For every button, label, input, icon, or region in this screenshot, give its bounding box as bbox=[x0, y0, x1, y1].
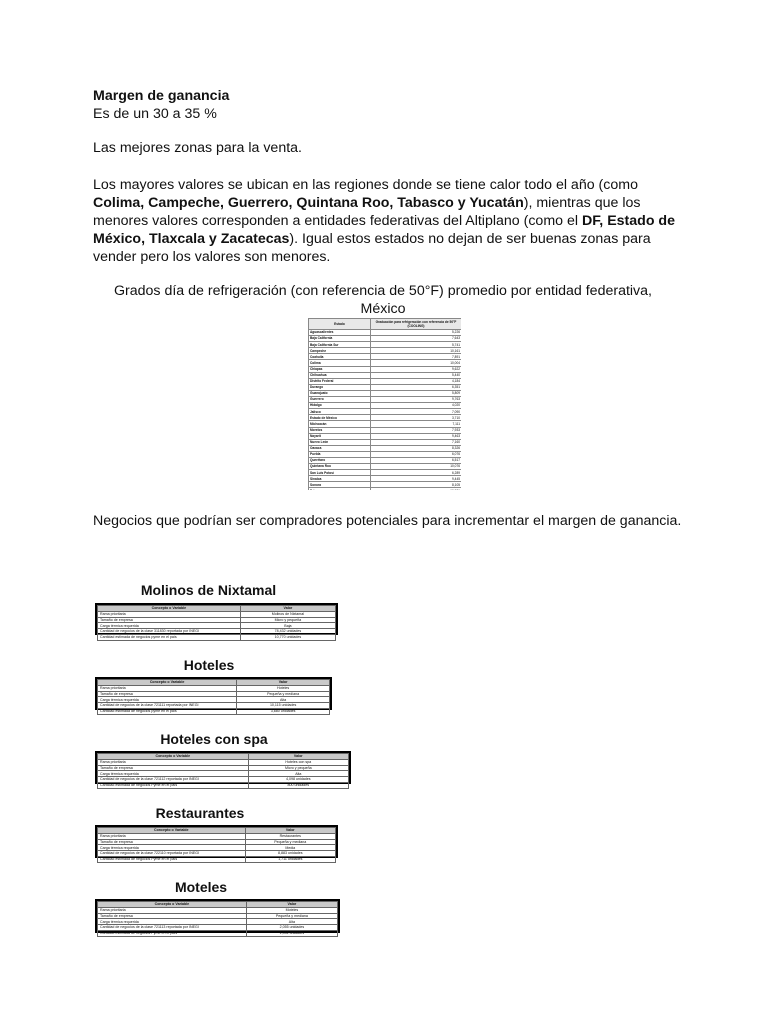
business-table bbox=[95, 825, 338, 862]
state-name: Campeche bbox=[309, 348, 371, 354]
value-cell: 8,883 unidades bbox=[245, 851, 335, 857]
business-table bbox=[95, 603, 338, 640]
header-concept: Concepto o Variable bbox=[98, 754, 249, 760]
value-cell: Baja bbox=[240, 623, 335, 629]
value-cell: 10,115 unidades bbox=[237, 703, 330, 709]
paragraph-text-3: ). Igual estos estados no dejan de ser buenas zonas para vender pero los valores son menores. bbox=[93, 231, 651, 265]
prospects-intro: Negocios que podrían ser compradores potenciales para incrementar el margen de ganancia. bbox=[93, 513, 682, 529]
concept-cell: Tamaño de empresa bbox=[98, 839, 246, 845]
header-value: Valor bbox=[248, 754, 348, 760]
highland-states: DF, Estado de México, Tlaxcala y Zacatecas bbox=[93, 213, 675, 247]
state-name: Nayarit bbox=[309, 433, 371, 439]
state-name: Chihuahua bbox=[309, 372, 371, 378]
margin-section bbox=[93, 87, 683, 123]
header-state: Estado bbox=[309, 319, 371, 330]
state-name: Oaxaca bbox=[309, 445, 371, 451]
header-concept: Concepto o Variable bbox=[98, 828, 246, 834]
state-name: Coahuila bbox=[309, 354, 371, 360]
paragraph-text-1: Los mayores valores se ubican en las regiones donde se tiene calor todo el año (como bbox=[93, 177, 638, 193]
degree-days-value: 5,226 bbox=[371, 330, 462, 336]
degree-days-value: 5,741 bbox=[371, 342, 462, 348]
header-concept: Concepto o Variable bbox=[98, 680, 237, 686]
business-title: Molinos de Nixtamal bbox=[140, 582, 277, 598]
concept-cell: Carga térmica requerida bbox=[98, 771, 249, 777]
state-name: Distrito Federal bbox=[309, 378, 371, 384]
table-row bbox=[98, 856, 336, 862]
degree-days-value: 6,289 bbox=[371, 470, 462, 476]
degree-days-value: 7,160 bbox=[371, 439, 462, 445]
concept-cell: Rama prioritaria bbox=[98, 685, 237, 691]
concept-cell: Tamaño de empresa bbox=[98, 617, 241, 623]
value-cell: Hoteles con spa bbox=[248, 759, 348, 765]
concept-cell: Rama prioritaria bbox=[98, 833, 246, 839]
state-name: Jalisco bbox=[309, 409, 371, 415]
degree-days-value: 7,643 bbox=[371, 336, 462, 342]
value-cell: Media bbox=[245, 845, 335, 851]
degree-days-value: 7,111 bbox=[371, 421, 462, 427]
table-row bbox=[98, 782, 349, 788]
state-name: Quintana Roo bbox=[309, 464, 371, 470]
header-concept: Concepto o Variable bbox=[98, 902, 247, 908]
header-value: Valor bbox=[245, 828, 335, 834]
concept-cell: Cantidad estimada de negocios pyme en el país bbox=[98, 708, 237, 714]
state-name: Aguascalientes bbox=[309, 330, 371, 336]
state-name: Colima bbox=[309, 360, 371, 366]
degree-days-value: 7,891 bbox=[371, 354, 462, 360]
degree-days-value: 4,184 bbox=[371, 378, 462, 384]
degree-days-value: 6,351 bbox=[371, 384, 462, 390]
degree-days-value: 9,622 bbox=[371, 366, 462, 372]
business-title: Hoteles bbox=[183, 657, 235, 673]
value-cell: Pequeña y mediana bbox=[246, 913, 337, 919]
zones-paragraph bbox=[93, 176, 683, 266]
value-cell: Hoteles bbox=[237, 685, 330, 691]
business-table bbox=[95, 899, 340, 936]
value-cell: 78,432 unidades bbox=[240, 629, 335, 635]
business-title: Restaurantes bbox=[155, 805, 245, 821]
value-cell: Molinos de Nixtamal bbox=[240, 611, 335, 617]
degree-days-value: 8,105 bbox=[371, 482, 462, 488]
degree-days-value: 9,463 bbox=[371, 433, 462, 439]
concept-cell: Carga térmica requerida bbox=[98, 623, 241, 629]
concept-cell: Carga térmica requerida bbox=[98, 697, 237, 703]
degree-days-value: 6,517 bbox=[371, 457, 462, 463]
concept-cell: Tamaño de empresa bbox=[98, 691, 237, 697]
concept-cell: Carga térmica requerida bbox=[98, 845, 246, 851]
state-name: San Luis Potosí bbox=[309, 470, 371, 476]
value-cell: Alta bbox=[246, 919, 337, 925]
value-cell: 1,042 unidades bbox=[246, 930, 337, 936]
value-cell: 800 unidades bbox=[248, 782, 348, 788]
concept-cell: Cantidad estimada de negocios Pyme en el país bbox=[98, 856, 246, 862]
table-row bbox=[98, 634, 336, 640]
degree-days-value: 7,933 bbox=[371, 427, 462, 433]
state-name: Nuevo León bbox=[309, 439, 371, 445]
value-cell: Moteles bbox=[246, 907, 337, 913]
concept-cell: Cantidad estimada de negocios Pyme en el país bbox=[98, 782, 249, 788]
header-concept: Concepto o Variable bbox=[98, 606, 241, 612]
degree-days-value: 5,809 bbox=[371, 390, 462, 396]
value-cell: Micro y pequeña bbox=[248, 765, 348, 771]
degree-days-value: 9,445 bbox=[371, 476, 462, 482]
concept-cell: Cantidad de negocios de la clase 721111 reportada por INEGI bbox=[98, 703, 237, 709]
value-cell: Micro y pequeña bbox=[240, 617, 335, 623]
degree-day-table bbox=[308, 318, 461, 490]
concept-cell: Cantidad de negocios de la clase 721113 reportada por INEGI bbox=[98, 925, 247, 931]
value-cell: Pequeña y mediana bbox=[237, 691, 330, 697]
table-row bbox=[309, 488, 462, 490]
degree-days-value bbox=[371, 488, 462, 490]
degree-days-value: 7,090 bbox=[371, 409, 462, 415]
value-cell: 2,055 unidades bbox=[246, 925, 337, 931]
degree-days-value: 6,076 bbox=[371, 451, 462, 457]
concept-cell: Cantidad estimada de negocios Pyme en el país bbox=[98, 930, 247, 936]
value-cell: Alta bbox=[237, 697, 330, 703]
state-name: Morelos bbox=[309, 427, 371, 433]
margin-heading: Margen de ganancia bbox=[93, 88, 230, 104]
concept-cell: Rama prioritaria bbox=[98, 907, 247, 913]
business-table bbox=[95, 677, 332, 714]
concept-cell: Cantidad estimada de negocios pyme en el país bbox=[98, 634, 241, 640]
value-cell: Restaurantes bbox=[245, 833, 335, 839]
value-cell: 1,711 unidades bbox=[245, 856, 335, 862]
zones-title: Las mejores zonas para la venta. bbox=[93, 140, 302, 156]
state-name: Puebla bbox=[309, 451, 371, 457]
table-row bbox=[98, 708, 330, 714]
state-name: Guerrero bbox=[309, 397, 371, 403]
value-cell: 4,098 unidades bbox=[248, 777, 348, 783]
degree-days-value: 5,440 bbox=[371, 372, 462, 378]
header-value: Valor bbox=[240, 606, 335, 612]
value-cell: Pequeña y mediana bbox=[245, 839, 335, 845]
state-name: Sonora bbox=[309, 482, 371, 488]
value-cell: 10,770 unidades bbox=[240, 634, 335, 640]
concept-cell: Cantidad de negocios de la clase 311830 reportada por INEGI bbox=[98, 629, 241, 635]
business-title: Hoteles con spa bbox=[160, 731, 268, 747]
concept-cell: Cantidad de negocios de la clase 722110 reportada por INEGI bbox=[98, 851, 246, 857]
state-name: Chiapas bbox=[309, 366, 371, 372]
header-value: Graduación para refrigeración con referencia de 50°F (COOLING) bbox=[371, 319, 462, 330]
concept-cell: Tamaño de empresa bbox=[98, 765, 249, 771]
state-name bbox=[309, 488, 371, 490]
header-value: Valor bbox=[237, 680, 330, 686]
table-row bbox=[98, 930, 338, 936]
business-table bbox=[95, 751, 351, 788]
state-name: Michoacán bbox=[309, 421, 371, 427]
state-name: Querétaro bbox=[309, 457, 371, 463]
table-caption: Grados día de refrigeración (con referencia de 50°F) promedio por entidad federativa, México bbox=[113, 283, 652, 317]
state-name: Baja California Sur bbox=[309, 342, 371, 348]
degree-days-value: 3,710 bbox=[371, 415, 462, 421]
value-cell: 3,680 unidades bbox=[237, 708, 330, 714]
degree-days-value: 10,076 bbox=[371, 464, 462, 470]
concept-cell: Tamaño de empresa bbox=[98, 913, 247, 919]
concept-cell: Carga térmica requerida bbox=[98, 919, 247, 925]
concept-cell: Rama prioritaria bbox=[98, 611, 241, 617]
business-title: Moteles bbox=[174, 879, 228, 895]
margin-value: Es de un 30 a 35 % bbox=[93, 106, 217, 122]
degree-days-value: 8,326 bbox=[371, 445, 462, 451]
concept-cell: Cantidad de negocios de la clase 721112 reportada por INEGI bbox=[98, 777, 249, 783]
state-name: Guanajuato bbox=[309, 390, 371, 396]
state-name: Hidalgo bbox=[309, 403, 371, 409]
state-name: Sinaloa bbox=[309, 476, 371, 482]
degree-days-value: 10,004 bbox=[371, 360, 462, 366]
state-name: Durango bbox=[309, 384, 371, 390]
state-name: Baja California bbox=[309, 336, 371, 342]
value-cell: Alta bbox=[248, 771, 348, 777]
hot-states: Colima, Campeche, Guerrero, Quintana Roo, Tabasco y Yucatán bbox=[93, 195, 524, 211]
concept-cell: Rama prioritaria bbox=[98, 759, 249, 765]
paragraph-text-2: ), mientras que los menores valores corresponden a entidades federativas del Altiplano (como el bbox=[93, 195, 641, 229]
degree-days-value: 4,020 bbox=[371, 403, 462, 409]
degree-days-value: 10,161 bbox=[371, 348, 462, 354]
degree-days-value: 9,763 bbox=[371, 397, 462, 403]
degree-table-header bbox=[309, 319, 462, 330]
state-name: Estado de México bbox=[309, 415, 371, 421]
header-value: Valor bbox=[246, 902, 337, 908]
